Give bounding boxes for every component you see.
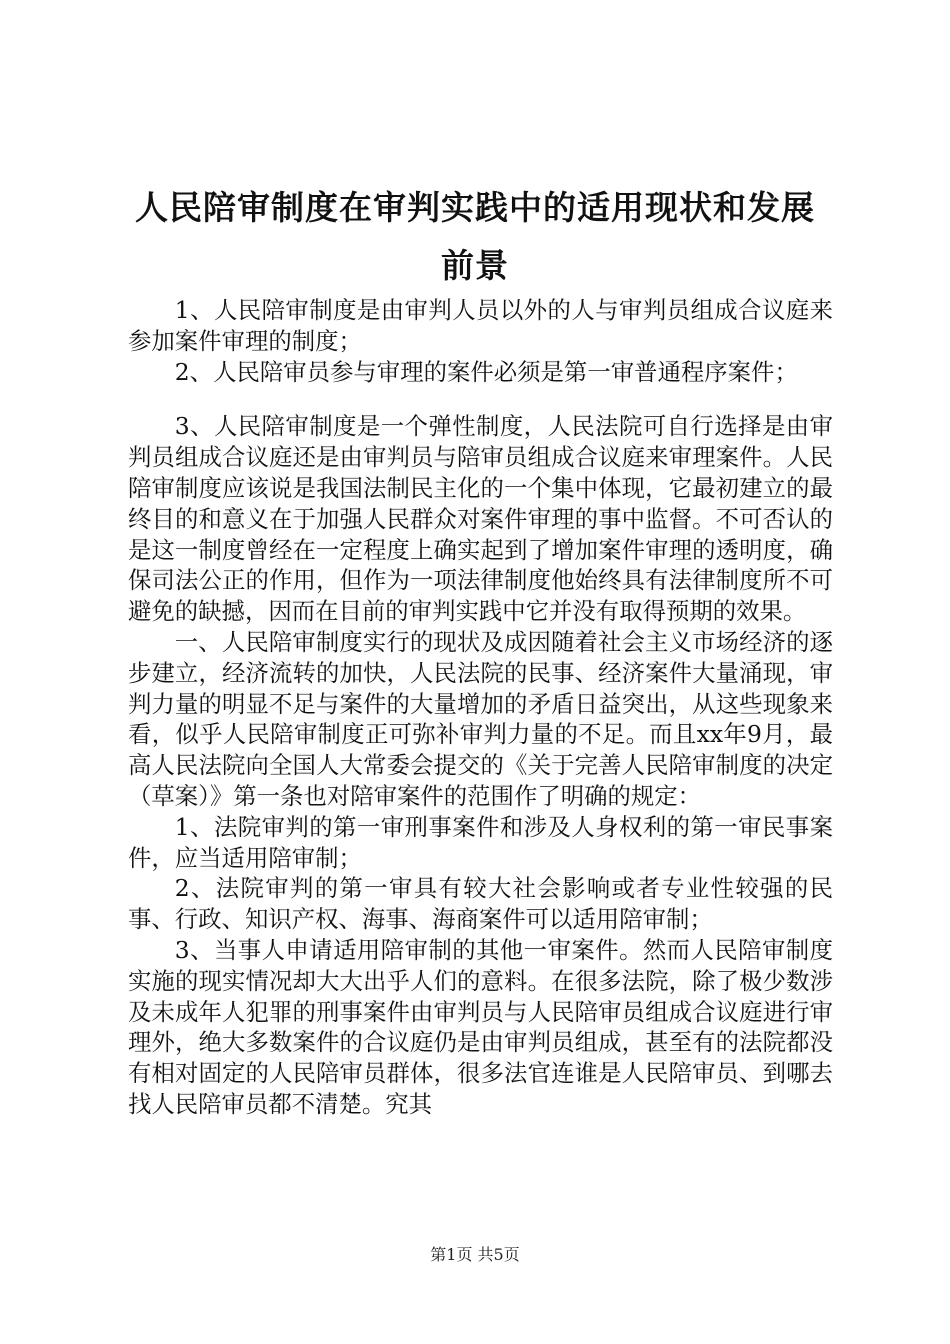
document-title-line-1: 人民陪审制度在审判实践中的适用现状和发展 [135, 188, 815, 227]
paragraph: 1、法院审判的第一审刑事案件和涉及人身权利的第一审民事案件，应当适用陪审制； [128, 812, 833, 872]
paragraph: 3、人民陪审制度是一个弹性制度，人民法院可自行选择是由审判员组成合议庭还是由审判员与陪审员组成合议庭来审理案件。人民陪审制度应该说是我国法制民主化的一个集中体现，它最初建立的最终目的和意义在于加强人民群众对案件审理的事中监督。不可否认的是这一制度曾经在一定程度上确实起到了增加案件审理的透明度，确保司法公正的作用，但作为一项法律制度他始终具有法律制度所不可避免的缺撼，因而在目前的审判实践中它并没有取得预期的效果。 [128, 412, 833, 626]
paragraph: 1、人民陪审制度是由审判人员以外的人与审判员组成合议庭来参加案件审理的制度； [128, 296, 833, 355]
paragraph: 2、法院审判的第一审具有较大社会影响或者专业性较强的民事、行政、知识产权、海事、海商案件可以适用陪审制； [128, 874, 833, 934]
paragraph: 一、人民陪审制度实行的现状及成因随着社会主义市场经济的逐步建立，经济流转的加快，人民法院的民事、经济案件大量涌现，审判力量的明显不足与案件的大量增加的矛盾日益突出，从这些现象来看，似乎人民陪审制度正可弥补审判力量的不足。而且xx年9月，最高人民法院向全国人大常委会提交的《关于完善人民陪审制度的决定（草案）》第一条也对陪审案件的范围作了明确的规定： [128, 627, 833, 810]
paragraph: 3、当事人申请适用陪审制的其他一审案件。然而人民陪审制度实施的现实情况却大大出乎人们的意料。在很多法院，除了极少数涉及未成年人犯罪的刑事案件由审判员与人民陪审员组成合议庭进行审理外，绝大多数案件的合议庭仍是由审判员组成，甚至有的法院都没有相对固定的人民陪审员群体，很多法官连谁是人民陪审员、到哪去找人民陪审员都不清楚。究其 [128, 935, 833, 1118]
paragraph: 2、人民陪审员参与审理的案件必须是第一审普通程序案件； [174, 357, 798, 386]
page-number-footer: 第1页 共5页 [430, 1245, 520, 1264]
document-body [128, 295, 833, 1120]
document-title-line-2: 前景 [441, 246, 509, 285]
